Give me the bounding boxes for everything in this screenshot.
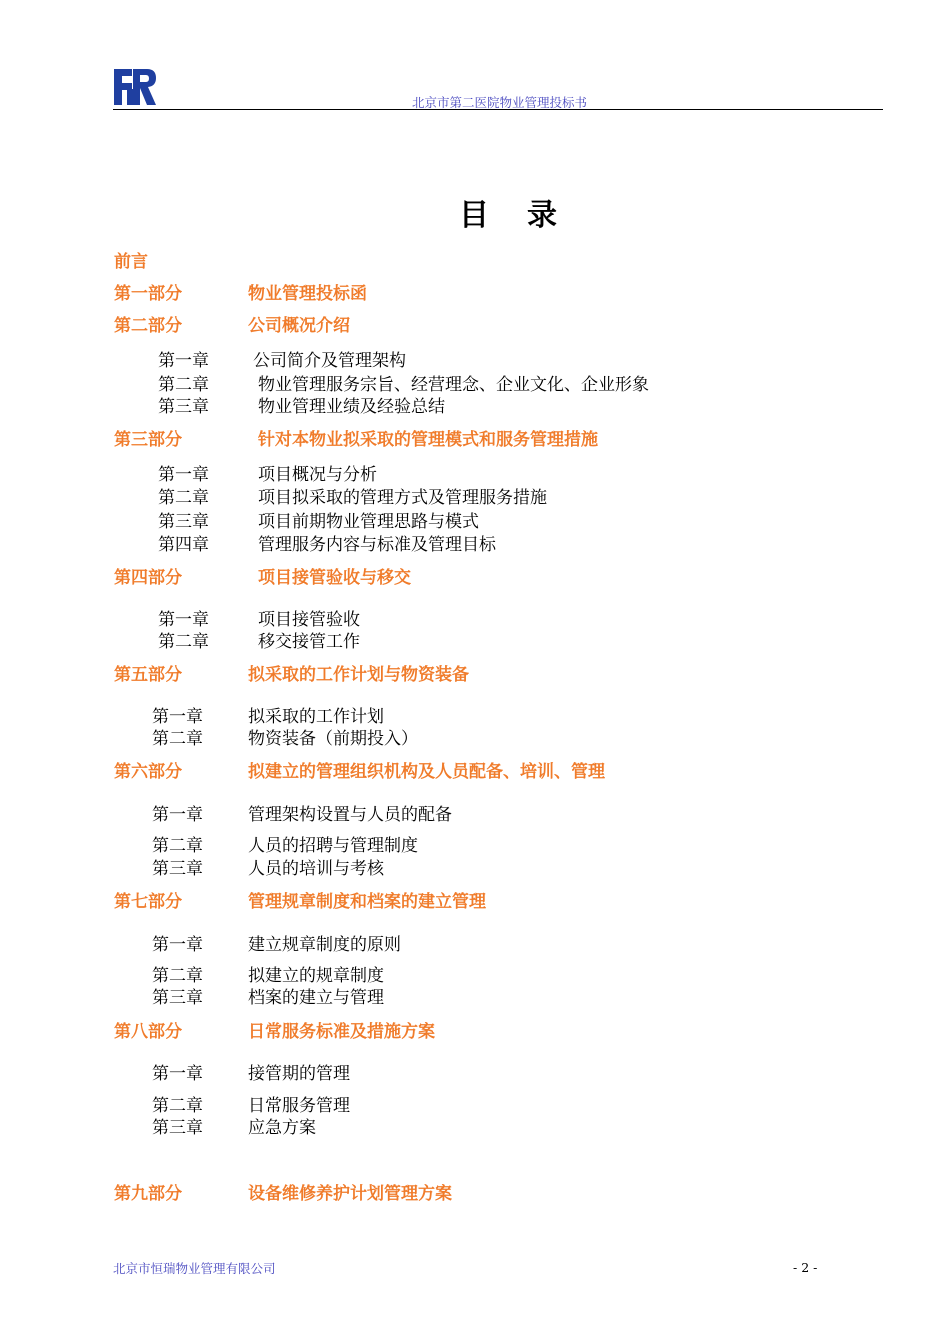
footer-company: 北京市恒瑞物业管理有限公司 [113,1261,276,1276]
part-title: 物业管理投标函 [248,284,367,304]
chapter-title: 管理架构设置与人员的配备 [248,805,452,825]
part-label: 第三部分 [114,430,182,450]
part-label: 第九部分 [114,1184,182,1204]
chapter-label: 第三章 [152,988,203,1008]
chapter-title: 物资装备（前期投入） [248,729,418,749]
part-label: 第四部分 [114,568,182,588]
page-title: 目录 [459,198,595,233]
chapter-label: 第二章 [158,632,209,652]
chapter-label: 第四章 [158,535,209,555]
part-label: 第六部分 [114,762,182,782]
chapter-title: 人员的培训与考核 [248,859,384,879]
chapter-label: 第二章 [158,375,209,395]
chapter-title: 拟建立的规章制度 [248,966,384,986]
toc-preface-label: 前言 [114,252,148,272]
chapter-title: 物业管理业绩及经验总结 [258,397,445,417]
page-number: - 2 - [793,1260,818,1275]
header-divider [113,109,883,110]
chapter-label: 第二章 [152,836,203,856]
chapter-label: 第二章 [152,729,203,749]
part-title: 项目接管验收与移交 [258,568,411,588]
toc-preface[interactable] [114,254,148,271]
part-title: 公司概况介绍 [248,316,350,336]
chapter-title: 项目拟采取的管理方式及管理服务措施 [258,488,547,508]
chapter-title: 项目概况与分析 [258,465,377,485]
part-label: 第二部分 [114,316,182,336]
header-title: 北京市第二医院物业管理投标书 [412,95,588,110]
chapter-label: 第一章 [152,805,203,825]
part-title: 拟建立的管理组织机构及人员配备、培训、管理 [248,762,605,782]
part-label: 第八部分 [114,1022,182,1042]
chapter-label: 第二章 [152,1096,203,1116]
chapter-title: 项目接管验收 [258,610,360,630]
chapter-title: 人员的招聘与管理制度 [248,836,418,856]
chapter-label: 第一章 [158,465,209,485]
chapter-label: 第一章 [158,351,209,371]
chapter-title: 拟采取的工作计划 [248,707,384,727]
part-title: 日常服务标准及措施方案 [248,1022,435,1042]
chapter-title: 建立规章制度的原则 [248,935,401,955]
chapter-title: 公司简介及管理架构 [253,351,406,371]
chapter-title: 物业管理服务宗旨、经营理念、企业文化、企业形象 [258,375,649,395]
chapter-title: 档案的建立与管理 [248,988,384,1008]
chapter-label: 第一章 [152,707,203,727]
part-title: 设备维修养护计划管理方案 [248,1184,452,1204]
chapter-title: 接管期的管理 [248,1064,350,1084]
part-title: 管理规章制度和档案的建立管理 [248,892,486,912]
hr-logo-icon [113,67,157,107]
chapter-label: 第二章 [152,966,203,986]
part-title: 针对本物业拟采取的管理模式和服务管理措施 [258,430,598,450]
chapter-title: 应急方案 [248,1118,316,1138]
part-title: 拟采取的工作计划与物资装备 [248,665,469,685]
chapter-label: 第二章 [158,488,209,508]
chapter-label: 第三章 [152,1118,203,1138]
chapter-label: 第三章 [158,397,209,417]
chapter-title: 日常服务管理 [248,1096,350,1116]
chapter-label: 第三章 [152,859,203,879]
chapter-label: 第一章 [152,935,203,955]
chapter-title: 项目前期物业管理思路与模式 [258,512,479,532]
chapter-label: 第三章 [158,512,209,532]
chapter-label: 第一章 [158,610,209,630]
chapter-label: 第一章 [152,1064,203,1084]
part-label: 第一部分 [114,284,182,304]
chapter-title: 管理服务内容与标准及管理目标 [258,535,496,555]
chapter-title: 移交接管工作 [258,632,360,652]
part-label: 第五部分 [114,665,182,685]
part-label: 第七部分 [114,892,182,912]
